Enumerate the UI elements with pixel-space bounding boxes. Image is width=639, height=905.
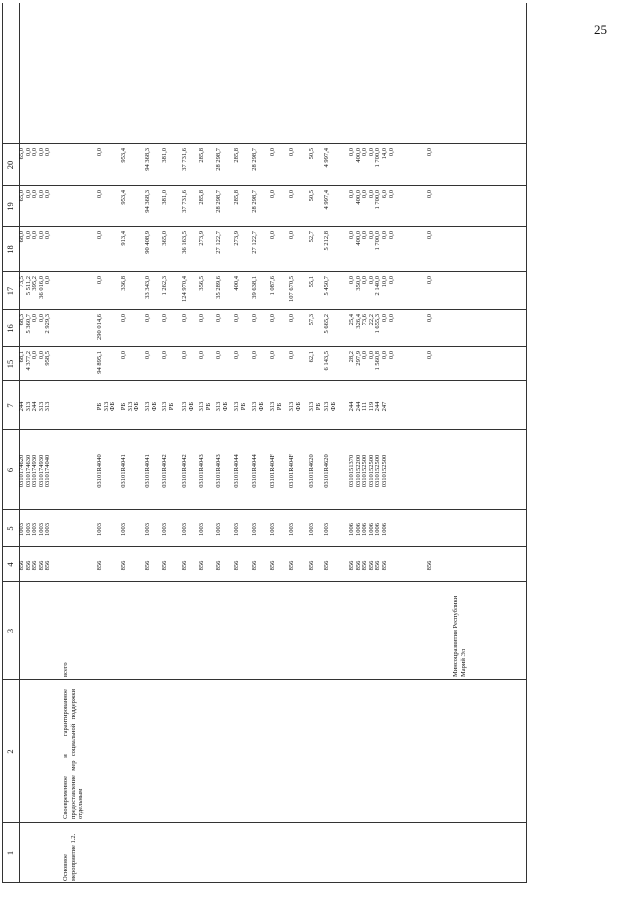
table-cell: 37 731,6	[181, 148, 188, 171]
table-cell: 856 856 856 856 856 856	[348, 560, 388, 571]
table-cell: 0,0	[215, 314, 222, 323]
table-cell: 1003	[161, 523, 168, 536]
table-cell: 0,0	[388, 314, 395, 323]
table-cell: 107 670,5	[288, 276, 295, 302]
table-cell: 285,8	[233, 148, 240, 163]
table-cell: 62,1	[308, 351, 315, 363]
table-cell: 0,0	[161, 351, 168, 360]
table-cell: 1003	[120, 523, 127, 536]
table-cell: 28 298,7	[251, 190, 258, 213]
table-column-rule	[2, 380, 526, 381]
table-cell: 856	[308, 560, 315, 571]
table-cell: 285,8	[198, 148, 205, 163]
table-cell: 0,0	[161, 314, 168, 323]
table-cell: 36 163,5	[181, 231, 188, 254]
table-cell: 313 РБ	[161, 401, 175, 412]
table-cell: 1003	[233, 523, 240, 536]
table-cell: 1003	[198, 523, 205, 536]
table-cell: 313 ФБ	[323, 401, 337, 412]
table-cell: 856	[120, 560, 127, 571]
table-cell: 244 244 111 119 244 247	[348, 401, 388, 412]
table-cell: 50,5	[308, 190, 315, 202]
table-cell: 0,0	[144, 314, 151, 323]
table-cell: 313 ФБ	[215, 401, 229, 412]
table-cell: 0,0	[288, 148, 295, 157]
table-cell: 94 368,3	[144, 148, 151, 171]
column-header: 7	[5, 403, 15, 408]
table-cell: 57,3	[308, 314, 315, 326]
table-cell: 28,2 297,9 0,0 0,0 1 560,8 0,0	[348, 351, 388, 371]
table-cell: 285,8	[198, 190, 205, 205]
table-column-rule	[2, 546, 526, 547]
table-cell: 124 970,4	[181, 276, 188, 302]
table-cell: 0,0	[388, 276, 395, 285]
total-label: всего	[62, 662, 69, 677]
table-cell: 0,0 350,0 0,0 0,0 2 140,0 10,0	[348, 276, 388, 296]
ministry-name: Минсоцразвития Республики Марий Эл	[452, 595, 467, 677]
table-cell: 365,0	[161, 231, 168, 246]
table-cell: 1003	[269, 523, 276, 536]
table-cell: 33 343,0	[144, 276, 151, 299]
table-cell: 856	[288, 560, 295, 571]
table-cell: 68,0 0,0 0,0 0,0 0,0	[18, 231, 51, 243]
table-cell: 0,0	[120, 314, 127, 323]
table-cell: 1003	[144, 523, 151, 536]
table-cell: 94 895,1	[96, 351, 103, 374]
table-column-rule	[2, 882, 526, 883]
table-cell: 68,1 4 377,2 0,0 0,0 958,5	[18, 351, 51, 371]
table-cell: 0,0	[96, 148, 103, 157]
table-cell: 273,9	[233, 231, 240, 246]
table-cell: 381,0	[161, 190, 168, 205]
table-cell: 0,0	[181, 351, 188, 360]
table-cell: 1006 1006 1006 1006 1006 1006	[348, 523, 388, 536]
table-cell: 0,0	[426, 314, 433, 323]
table-cell: 52,7	[308, 231, 315, 243]
table-cell: 0,0	[388, 190, 395, 199]
table-cell: 03101R4044	[251, 454, 258, 488]
table-column-rule	[2, 143, 526, 144]
table-cell: 03101R4040	[96, 454, 103, 488]
column-header: 1	[5, 850, 15, 856]
table-cell: 313 ФБ	[288, 401, 302, 412]
table-cell: 313 ФБ	[251, 401, 265, 412]
table-cell: 1003	[288, 523, 295, 536]
column-header: 5	[5, 526, 15, 531]
column-header: 16	[5, 324, 15, 333]
column-header: 2	[5, 749, 15, 754]
table-cell: 856	[426, 560, 433, 571]
table-cell: 0,0	[96, 231, 103, 240]
table-cell: 0,0	[269, 314, 276, 323]
table-cell: 0,0	[288, 190, 295, 199]
table-cell: 35 289,6	[215, 276, 222, 299]
table-cell: 0,0	[233, 314, 240, 323]
table-cell: 856	[96, 560, 103, 571]
table-cell: 73,5 5 511,2 395,2 36 016,0 0,0	[18, 276, 51, 299]
table-cell: 03101R4042	[181, 454, 188, 488]
table-cell: 65,0 0,0 0,0 0,0 0,0	[18, 148, 51, 160]
table-cell: 03101R4043	[198, 454, 205, 488]
table-cell: 856	[323, 560, 330, 571]
table-cell: 290 014,6	[96, 314, 103, 340]
table-cell: 1003	[323, 523, 330, 536]
table-cell: 313 РБ	[269, 401, 283, 412]
table-cell: 0,0	[426, 276, 433, 285]
table-cell: 5 212,8	[323, 231, 330, 251]
column-header: 4	[5, 562, 15, 567]
table-cell: 856	[144, 560, 151, 571]
table-cell: РБ 313 ФБ	[120, 401, 140, 412]
table-column-rule	[2, 309, 526, 310]
table-cell: 0,0	[269, 351, 276, 360]
table-cell: 0,0	[233, 351, 240, 360]
table-cell: 856	[198, 560, 205, 571]
column-header: 3	[5, 628, 15, 634]
table-cell: 0,0	[288, 314, 295, 323]
budget-table	[2, 3, 526, 883]
table-cell: 0,0	[388, 231, 395, 240]
table-cell: 37 731,6	[181, 190, 188, 213]
table-cell: 25,4 326,4 73,6 22,2 1 655,3 0,0	[348, 314, 388, 334]
table-cell: 03101R4620	[323, 454, 330, 488]
table-cell: 4 997,4	[323, 148, 330, 168]
table-cell: 03101R4041	[144, 454, 151, 488]
table-cell: 03101R4043	[215, 454, 222, 488]
table-cell: 856 856 856 856 856	[18, 560, 51, 571]
table-cell: 0,0	[181, 314, 188, 323]
table-cell: 27 122,7	[251, 231, 258, 254]
table-cell: 336,8	[120, 276, 127, 291]
table-cell: 313 РБ	[233, 401, 247, 412]
table-column-rule	[2, 509, 526, 510]
table-cell: 0310151370 0310152200 0310152500 0310152500 0310152500 0310152500	[348, 454, 388, 488]
table-cell: 313 РБ	[198, 401, 212, 412]
table-cell: 0,0	[251, 314, 258, 323]
table-cell: 03101R4042	[161, 454, 168, 488]
table-cell: 244 313 244 313 313	[18, 401, 51, 412]
column-header: 19	[5, 202, 15, 211]
table-cell: 856	[269, 560, 276, 571]
main-event-title: Основное мероприятие 1.2.	[62, 833, 77, 881]
table-cell: РБ 313 ФБ	[96, 401, 116, 412]
table-cell: 03101R404F	[269, 454, 276, 488]
column-header: 18	[5, 245, 15, 254]
column-header: 15	[5, 359, 15, 369]
column-header: 17	[5, 286, 15, 296]
table-cell: 0,0	[426, 231, 433, 240]
table-column-rule	[2, 226, 526, 227]
table-cell: 94 368,3	[144, 190, 151, 213]
table-cell: 1003	[215, 523, 222, 536]
table-column-rule	[2, 822, 526, 823]
table-cell: 273,9	[198, 231, 205, 246]
table-cell: 90 408,9	[144, 231, 151, 254]
table-cell: 5 450,7	[323, 276, 330, 296]
table-cell: 400,4	[233, 276, 240, 291]
table-cell: 856	[181, 560, 188, 571]
table-cell: 856	[215, 560, 222, 571]
table-cell: 39 638,1	[251, 276, 258, 299]
table-cell: 0,0	[288, 351, 295, 360]
table-cell: 03101R4044	[233, 454, 240, 488]
table-cell: 1003	[181, 523, 188, 536]
table-cell: 285,8	[233, 190, 240, 205]
table-cell: 0,0	[288, 231, 295, 240]
table-cell: 0,0	[198, 351, 205, 360]
table-cell: 0,0	[388, 351, 395, 360]
table-cell: 28 298,7	[215, 190, 222, 213]
table-cell: 27 122,7	[215, 231, 222, 254]
table-cell: 0,0 400,0 0,0 0,0 1 700,0 0,0	[348, 231, 388, 251]
table-cell: 856	[251, 560, 258, 571]
table-cell: 1003	[96, 523, 103, 536]
table-cell: 313 ФБ	[181, 401, 195, 412]
table-cell: 1003	[251, 523, 258, 536]
table-cell: 0,0 400,0 0,0 0,0 1 700,0 6,0	[348, 190, 388, 210]
table-cell: 356,5	[198, 276, 205, 291]
table-cell: 1003	[308, 523, 315, 536]
table-cell: 6 143,5	[323, 351, 330, 371]
table-cell: 0,0	[120, 351, 127, 360]
table-column-rule	[2, 581, 526, 582]
table-cell: 856	[161, 560, 168, 571]
table-cell: 313 РБ	[308, 401, 322, 412]
table-cell: 03101R4041	[120, 454, 127, 488]
page-number: 25	[594, 22, 607, 37]
table-cell: 0,0	[426, 351, 433, 360]
table-column-rule	[2, 679, 526, 680]
table-column-rule	[2, 346, 526, 347]
table-cell: 0,0 400,0 0,0 0,0 1 700,0 14,0	[348, 148, 388, 168]
table-cell: 1 087,6	[269, 276, 276, 296]
table-cell: 1 262,3	[161, 276, 168, 296]
table-cell: 0,0	[144, 351, 151, 360]
table-cell: 313 ФБ	[144, 401, 158, 412]
table-cell: 381,0	[161, 148, 168, 163]
table-cell: 03101R4620	[308, 454, 315, 488]
table-cell: 28 298,7	[251, 148, 258, 171]
table-cell: 68,3 5 360,7 0,0 0,0 2 929,3	[18, 314, 51, 334]
table-cell: 65,0 0,0 0,0 0,0 0,0	[18, 190, 51, 202]
main-event-description: Своевременное и гарантированное предоставление мер социальной поддержки отдельным	[62, 689, 84, 819]
table-cell: 0,0	[215, 351, 222, 360]
column-header: 20	[5, 160, 15, 170]
table-cell: 913,4	[120, 231, 127, 246]
table-cell: 55,1	[308, 276, 315, 288]
table-cell: 856	[233, 560, 240, 571]
table-cell: 0,0	[269, 190, 276, 199]
table-cell: 0,0	[96, 276, 103, 285]
table-cell: 0,0	[198, 314, 205, 323]
table-column-rule	[2, 271, 526, 272]
table-cell: 953,4	[120, 148, 127, 163]
table-row-rule	[526, 3, 527, 883]
table-cell: 0,0	[426, 190, 433, 199]
table-cell: 03101R404F	[288, 454, 295, 488]
table-cell: 0,0	[388, 148, 395, 157]
table-column-rule	[2, 429, 526, 430]
table-cell: 0,0	[251, 351, 258, 360]
table-cell: 5 665,2	[323, 314, 330, 334]
table-cell: 28 298,7	[215, 148, 222, 171]
table-cell: 0,0	[96, 190, 103, 199]
table-cell: 50,5	[308, 148, 315, 160]
table-cell: 0310174620 0310174630 0310174930 0310174930 0310174040	[18, 454, 51, 488]
table-cell: 953,4	[120, 190, 127, 205]
table-column-rule	[2, 185, 526, 186]
table-cell: 1003 1003 1003 1003 1003	[18, 523, 51, 536]
table-cell: 0,0	[426, 148, 433, 157]
table-cell: 0,0	[269, 148, 276, 157]
table-cell: 0,0	[269, 231, 276, 240]
column-header: 6	[5, 467, 15, 473]
table-cell: 4 997,4	[323, 190, 330, 210]
